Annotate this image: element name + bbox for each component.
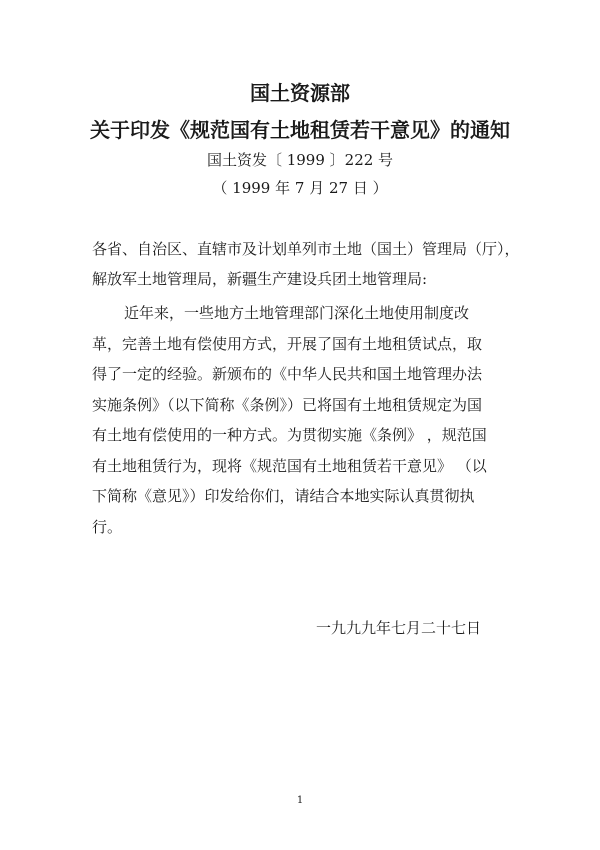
document-title: 关于印发《规范国有土地租赁若干意见》的通知: [90, 118, 510, 142]
signature-date: 一九九九年七月二十七日: [316, 619, 482, 637]
document-number: 国土资发〔 1999 〕222 号: [206, 151, 394, 169]
page-number: 1: [296, 795, 304, 806]
paragraph-line: 革，完善土地有偿使用方式，开展了国有土地租赁试点，取: [92, 334, 483, 353]
issuer-heading: 国土资源部: [250, 81, 350, 105]
paragraph-line: 近年来，一些地方土地管理部门深化土地使用制度改: [124, 304, 470, 322]
paragraph-line: 行。: [92, 517, 123, 536]
addressee-line: 各省、自治区、直辖市及计划单列市土地（国土）管理局（厅），: [92, 240, 520, 258]
document-date: （ 1999 年 7 月 27 日 ）: [212, 179, 388, 197]
paragraph-line: 有土地租赁行为，现将《规范国有土地租赁若干意见》 （以: [92, 456, 487, 475]
paragraph-line: 实施条例》（以下简称《条例》）已将国有土地租赁规定为国: [92, 395, 483, 414]
paragraph-line: 有土地有偿使用的一种方式。为贯彻实施《条例》 ，规范国: [92, 426, 487, 444]
addressee-block: [92, 234, 522, 294]
addressee-line: 解放军土地管理局，新疆生产建设兵团土地管理局:: [92, 270, 428, 288]
paragraph-line: 得了一定的经验。新颁布的《中华人民共和国土地管理办法: [92, 365, 483, 383]
body-paragraph: [92, 298, 522, 542]
paragraph-line: 下简称《意见》）印发给你们，请结合本地实际认真贯彻执: [92, 487, 475, 505]
